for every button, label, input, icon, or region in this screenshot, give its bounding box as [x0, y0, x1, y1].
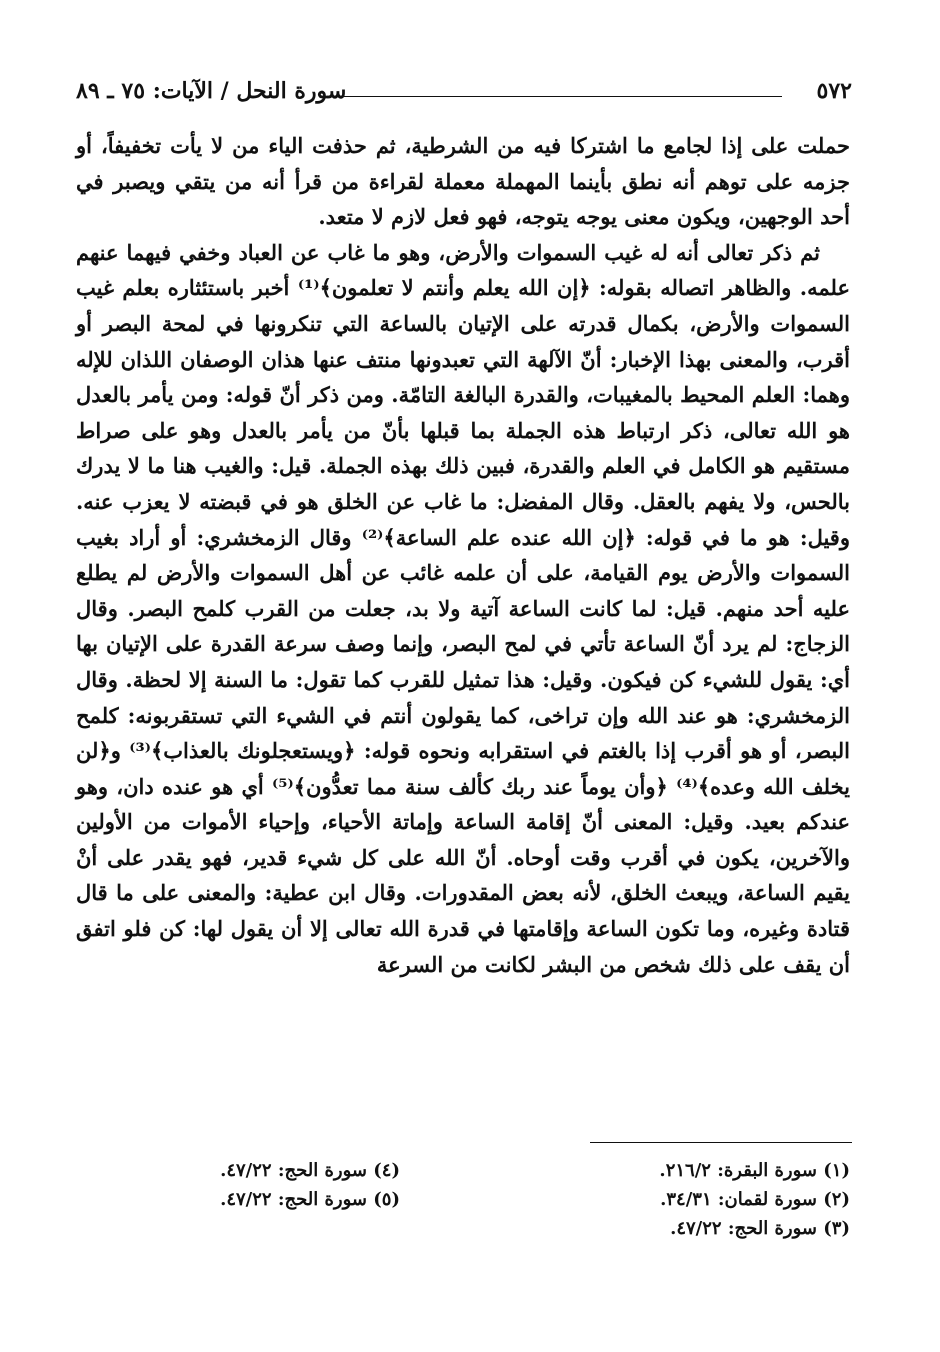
page-number: ٥٧٢ — [816, 78, 852, 104]
footnote-rule — [590, 1142, 852, 1143]
footnote: (٢) سورة لقمان: ٣٤/٣١. — [660, 1189, 850, 1210]
footnote: (١) سورة البقرة: ٢١٦/٢. — [659, 1160, 850, 1181]
main-text — [76, 128, 850, 982]
header-rule — [328, 96, 782, 97]
page-header — [76, 78, 852, 118]
footnote: (٥) سورة الحج: ٤٧/٢٢. — [220, 1189, 400, 1210]
footnote: (٣) سورة الحج: ٤٧/٢٢. — [670, 1218, 850, 1239]
paragraph: حملت على إذا لجامع ما اشتركا فيه من الشرطية، ثم حذفت الياء من لا يأت تخفيفاً، أو جزمه على توهم أنه نطق بأينما المهملة معملة لقراءة من قرأ أنه من يتقي ويصبر في أحد الوجهين، ويكون معنى يوجه يتوجه، فهو فعل لازم لا متعد. — [76, 133, 850, 230]
paragraph: ثم ذكر تعالى أنه له غيب السموات والأرض، وهو ما غاب عن العباد وخفي فيهما عنهم علمه. والظاهر اتصاله بقوله: ﴿إن الله يعلم وأنتم لا تعلمون﴾⁽¹⁾ أخبر باستئثاره بعلم غيب السموات والأرض، بكمال قدرته على الإتيان بالساعة التي تنكرونها في لمحة البصر أو أقرب، والمعنى بهذا الإخبار: أنّ الآلهة التي تعبدونها منتف عنها هذان الوصفان اللذان للإله وهما: العلم المحيط بالمغيبات، والقدرة البالغة التامّة. ومن ذكر أنّ قوله: ومن يأمر بالعدل هو الله تعالى، ذكر ارتباط هذه الجملة بما قبلها بأنّ من يأمر بالعدل وهو على صراط مستقيم هو الكامل في العلم والقدرة، فبين ذلك بهذه الجملة. قيل: والغيب هنا ما لا يدرك بالحس، ولا يفهم بالعقل. وقال المفضل: ما غاب عن الخلق هو في قبضته لا يعزب عنه. وقيل: هو ما في قوله: ﴿إن الله عنده علم الساعة﴾⁽²⁾ وقال الزمخشري: أو أراد بغيب السموات والأرض يوم القيامة، على أن علمه غائب عن أهل السموات والأرض لم يطلع عليه أحد منهم. قيل: لما كانت الساعة آتية ولا بد، جعلت من القرب كلمح البصر. وقال الزجاج: لم يرد أنّ الساعة تأتي في لمح البصر، وإنما وصف سرعة القدرة على الإتيان بها أي: يقول للشيء كن فيكون. وقيل: هذا تمثيل للقرب كما تقول: ما السنة إلا لحظة. وقال الزمخشري: هو عند الله وإن تراخى، كما يقولون أنتم في الشيء التي تستقربونه: كلمح البصر، أو هو أقرب إذا بالغتم في استقرابه ونحوه قوله: ﴿ويستعجلونك بالعذاب﴾⁽³⁾ و﴿لن يخلف الله وعده﴾⁽⁴⁾ ﴿وأن يوماً عند ربك كألف سنة مما تعدُّون﴾⁽⁵⁾ أي هو عنده دان، وهو عندكم بعيد. وقيل: المعنى أنّ إقامة الساعة وإماتة الأحياء، وإحياء الأموات من الأولين والآخرين، يكون في أقرب وقت أوحاه. أنّ الله على كل شيء قدير، فهو يقدر على أنْ يقيم الساعة، ويبعث الخلق، لأنه بعض المقدورات. وقال ابن عطية: والمعنى على ما قال قتادة وغيره، وما تكون الساعة وإقامتها في قدرة الله تعالى إلا أن يقول لها: كن فلو اتفق أن يقف على ذلك شخص من البشر لكانت من السرعة — [76, 239, 850, 977]
footnote: (٤) سورة الحج: ٤٧/٢٢. — [220, 1160, 400, 1181]
footnotes-column-right — [480, 1156, 850, 1243]
footnotes-column-left — [76, 1156, 400, 1214]
running-title: سورة النحل / الآيات: ٧٥ ـ ٨٩ — [76, 78, 347, 104]
